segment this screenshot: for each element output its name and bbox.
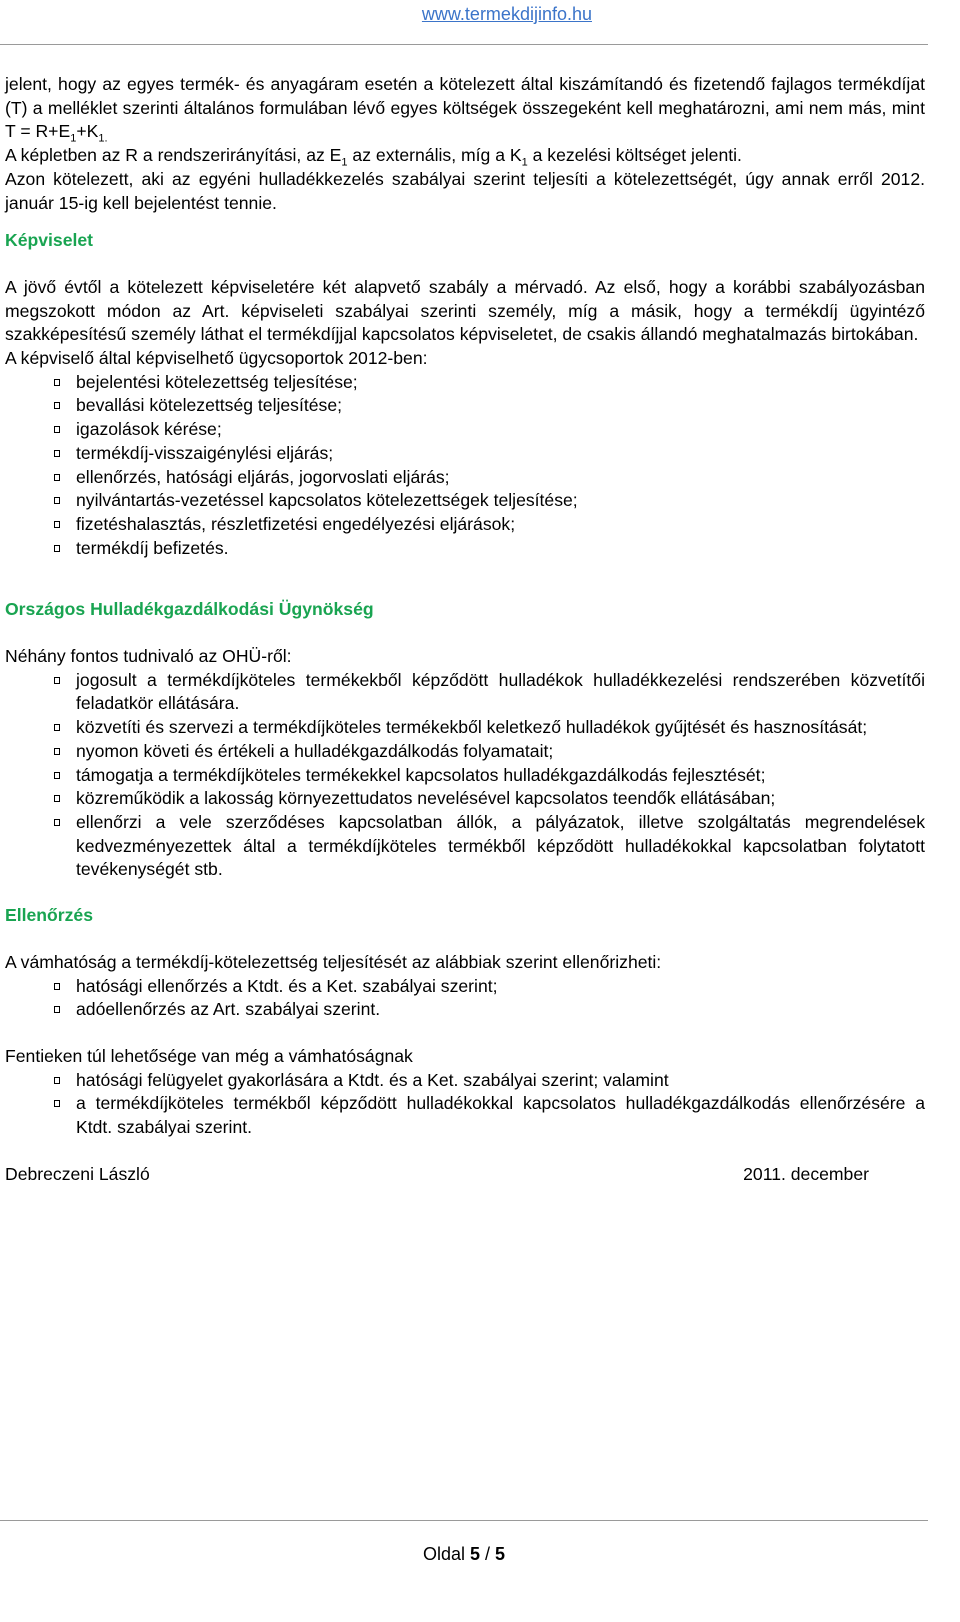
intro-paragraph-1: jelent, hogy az egyes termék- és anyagáram esetén a kötelezett által kiszámítandó és fizetendő fajlagos termékdíjat (T) a melléklet szerinti általános formulában lévő egyes költségek összegeként kell meghatározni, ami nem más, mint $T = R+E_1+K_{1.}$ [5,74,925,145]
list-item: igazolások kérése; [5,418,925,442]
square-bullet-icon [54,497,60,504]
document-body [5,73,925,1186]
square-bullet-icon [54,724,60,731]
list-item: közreműködik a lakosság környezettudatos nevelésével kapcsolatos teendők ellátásában; [5,787,925,811]
list-item: ellenőrzi a vele szerződéses kapcsolatban állók, a pályázatok, illetve szolgáltatás megrendelések kedvezményezettek által a termékdíjköteles termékből képződött hulladékokkal kapcsolatban folytatott tevékenységét stb. [5,811,925,882]
list-item: támogatja a termékdíjköteles termékekkel kapcsolatos hulladékgazdálkodás fejlesztését; [5,764,925,788]
kepviselet-list-intro: A képviselő által képviselhető ügycsoportok 2012-ben: [5,348,428,369]
list-item: hatósági felügyelet gyakorlására a Ktdt. és a Ket. szabályai szerint; valamint [5,1069,925,1093]
kepviselet-list [5,371,925,561]
section-heading-ellenorzes: Ellenőrzés [5,905,94,926]
square-bullet-icon [54,983,60,990]
square-bullet-icon [54,1006,60,1013]
document-date: 2011. december [743,1163,869,1184]
ellenorzes-intro-2: Fentieken túl lehetősége van még a vámhatóságnak [5,1045,413,1066]
square-bullet-icon [54,521,60,528]
square-bullet-icon [54,379,60,386]
list-item: termékdíj-visszaigénylési eljárás; [5,442,925,466]
list-item: termékdíj befizetés. [5,537,925,561]
square-bullet-icon [54,426,60,433]
signature-line [5,1163,869,1187]
square-bullet-icon [54,402,60,409]
square-bullet-icon [54,819,60,826]
list-item: ellenőrzés, hatósági eljárás, jogorvoslati eljárás; [5,466,925,490]
list-item: a termékdíjköteles termékből képződött hulladékokkal kapcsolatos hulladékgazdálkodás ellenőrzésére a Ktdt. szabályai szerint. [5,1092,925,1139]
ellenorzes-list [5,975,925,1022]
square-bullet-icon [54,677,60,684]
ellenorzes-list-2 [5,1069,925,1140]
list-item: nyomon követi és értékeli a hulladékgazdálkodás folyamatait; [5,740,925,764]
section-heading-ohu: Országos Hulladékgazdálkodási Ügynökség [5,599,374,620]
square-bullet-icon [54,1100,60,1107]
header-divider [0,44,928,45]
ohu-list [5,669,925,882]
list-item: adóellenőrzés az Art. szabályai szerint. [5,998,925,1022]
square-bullet-icon [54,474,60,481]
ellenorzes-intro: A vámhatóság a termékdíj-kötelezettség teljesítését az alábbiak szerint ellenőrizheti: [5,951,662,972]
kepviselet-paragraph: A jövő évtől a kötelezett képviseletére két alapvető szabály a mérvadó. Az első, hogy a korábbi szabályozásban megszokott módon az Art. képviseleti szabályai szerinti személy, míg a másik, hogy a termékdíj ügyintéző szakképesítésű személy láthat el termékdíjjal kapcsolatos képviseletet, de csakis állandó meghatalmazás birtokában. [5,276,925,345]
list-item: jogosult a termékdíjköteles termékekből képződött hulladékok hulladékkezelési rendszerében közvetítői feladatkör ellátására. [5,669,925,716]
intro-paragraph-2: A képletben az R a rendszerirányítási, az $E_1$ az externális, míg a $K_1$ a kezelési költséget jelenti. [5,145,742,169]
header-site-link[interactable] [0,4,960,25]
square-bullet-icon [54,450,60,457]
list-item: bejelentési kötelezettség teljesítése; [5,371,925,395]
square-bullet-icon [54,795,60,802]
square-bullet-icon [54,1077,60,1084]
footer-divider [0,1520,928,1521]
list-item: fizetéshalasztás, részletfizetési engedélyezési eljárások; [5,513,925,537]
site-url[interactable]: www.termekdijinfo.hu [421,4,592,24]
intro-paragraph-3: Azon kötelezett, aki az egyéni hulladékkezelés szabályai szerint teljesíti a kötelezettségét, úgy annak erről 2012. január 15-ig kell bejelentést tennie. [5,168,925,213]
list-item: bevallási kötelezettség teljesítése; [5,394,925,418]
list-item: közvetíti és szervezi a termékdíjköteles termékekből keletkező hulladékok gyűjtését és hasznosítását; [5,716,925,740]
square-bullet-icon [54,748,60,755]
page-number: Oldal 5 / 5 [422,1544,506,1564]
list-item: nyilvántartás-vezetéssel kapcsolatos kötelezettségek teljesítése; [5,489,925,513]
section-heading-kepviselet: Képviselet [5,230,94,251]
ohu-intro: Néhány fontos tudnivaló az OHÜ-ről: [5,646,292,667]
list-item: hatósági ellenőrzés a Ktdt. és a Ket. szabályai szerint; [5,975,925,999]
square-bullet-icon [54,545,60,552]
author-name: Debreczeni László [5,1163,150,1184]
square-bullet-icon [54,772,60,779]
